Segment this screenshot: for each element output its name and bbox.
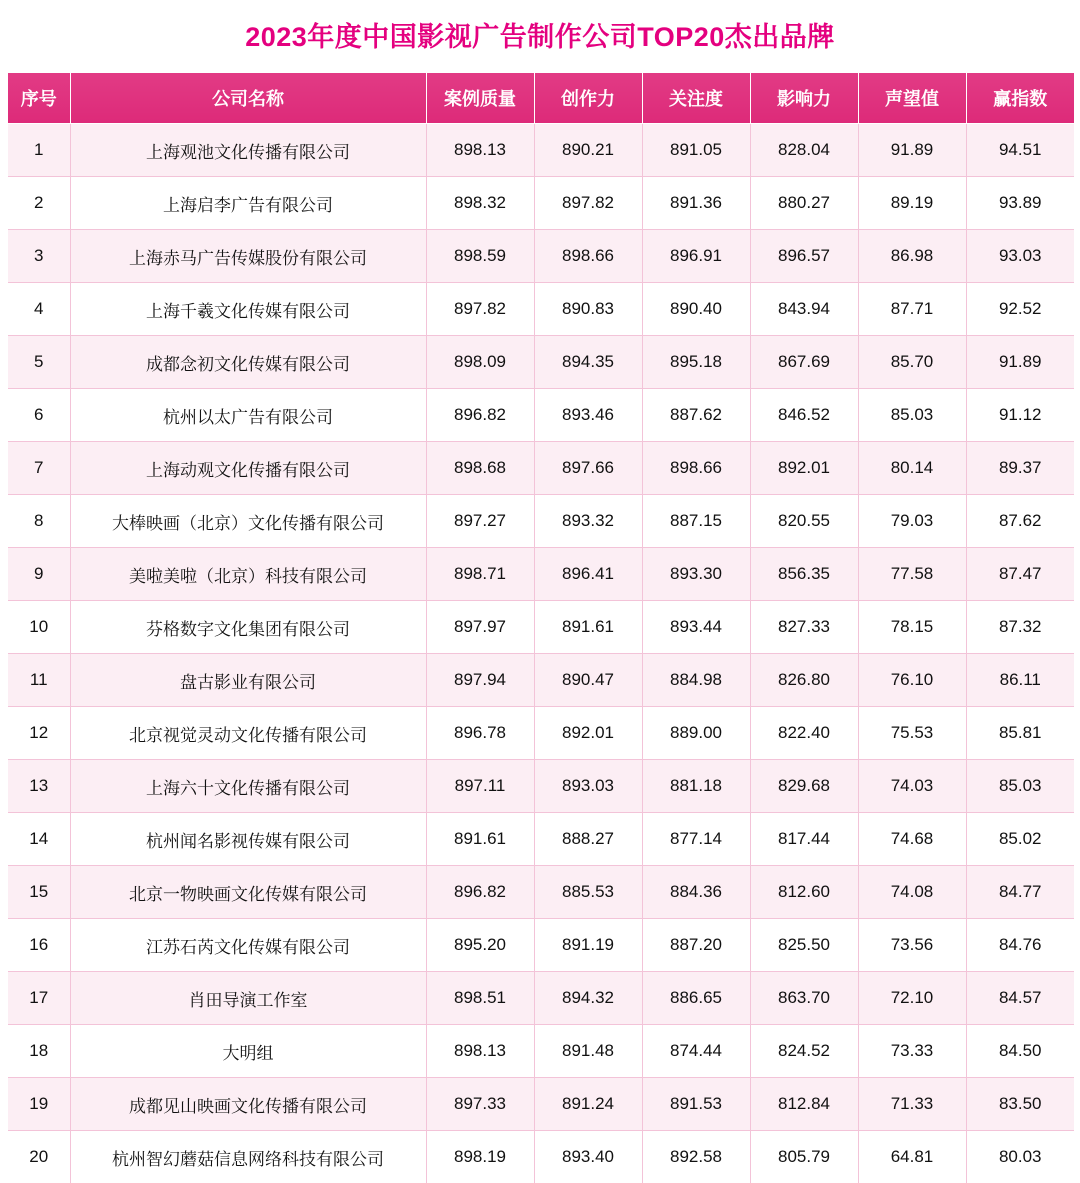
cell-creativity: 885.53 (534, 866, 642, 919)
cell-creativity: 891.48 (534, 1025, 642, 1078)
cell-creativity: 894.35 (534, 336, 642, 389)
cell-attention: 886.65 (642, 972, 750, 1025)
cell-influence: 812.84 (750, 1078, 858, 1131)
cell-creativity: 890.21 (534, 124, 642, 177)
cell-influence: 822.40 (750, 707, 858, 760)
table-row (8, 1078, 1074, 1131)
cell-reputation: 76.10 (858, 654, 966, 707)
cell-reputation: 72.10 (858, 972, 966, 1025)
cell-index: 2 (8, 177, 70, 230)
cell-company: 杭州闻名影视传媒有限公司 (70, 813, 426, 866)
ranking-table (8, 73, 1074, 1183)
cell-company: 杭州智幻蘑菇信息网络科技有限公司 (70, 1131, 426, 1183)
cell-influence: 824.52 (750, 1025, 858, 1078)
cell-creativity: 891.19 (534, 919, 642, 972)
cell-attention: 890.40 (642, 283, 750, 336)
cell-win-index: 93.03 (966, 230, 1074, 283)
cell-company: 上海启李广告有限公司 (70, 177, 426, 230)
table-row (8, 442, 1074, 495)
cell-index: 7 (8, 442, 70, 495)
cell-win-index: 86.11 (966, 654, 1074, 707)
cell-index: 10 (8, 601, 70, 654)
cell-reputation: 87.71 (858, 283, 966, 336)
cell-company: 芬格数字文化集团有限公司 (70, 601, 426, 654)
table-row (8, 495, 1074, 548)
cell-case-quality: 898.51 (426, 972, 534, 1025)
cell-win-index: 87.47 (966, 548, 1074, 601)
cell-creativity: 891.61 (534, 601, 642, 654)
cell-reputation: 86.98 (858, 230, 966, 283)
cell-index: 15 (8, 866, 70, 919)
table-row (8, 919, 1074, 972)
cell-reputation: 71.33 (858, 1078, 966, 1131)
cell-company: 北京一物映画文化传媒有限公司 (70, 866, 426, 919)
cell-index: 5 (8, 336, 70, 389)
cell-company: 美啦美啦（北京）科技有限公司 (70, 548, 426, 601)
cell-company: 北京视觉灵动文化传播有限公司 (70, 707, 426, 760)
cell-attention: 874.44 (642, 1025, 750, 1078)
cell-reputation: 89.19 (858, 177, 966, 230)
cell-attention: 892.58 (642, 1131, 750, 1183)
cell-company: 江苏石芮文化传媒有限公司 (70, 919, 426, 972)
cell-attention: 887.20 (642, 919, 750, 972)
cell-attention: 891.05 (642, 124, 750, 177)
cell-company: 杭州以太广告有限公司 (70, 389, 426, 442)
cell-case-quality: 897.27 (426, 495, 534, 548)
cell-influence: 856.35 (750, 548, 858, 601)
cell-company: 上海六十文化传播有限公司 (70, 760, 426, 813)
cell-attention: 877.14 (642, 813, 750, 866)
cell-reputation: 85.03 (858, 389, 966, 442)
column-header-case-quality: 案例质量 (426, 73, 534, 124)
cell-win-index: 87.32 (966, 601, 1074, 654)
cell-influence: 863.70 (750, 972, 858, 1025)
cell-reputation: 80.14 (858, 442, 966, 495)
cell-win-index: 84.57 (966, 972, 1074, 1025)
cell-case-quality: 895.20 (426, 919, 534, 972)
cell-index: 13 (8, 760, 70, 813)
cell-index: 12 (8, 707, 70, 760)
cell-case-quality: 898.13 (426, 1025, 534, 1078)
cell-reputation: 73.56 (858, 919, 966, 972)
cell-creativity: 893.32 (534, 495, 642, 548)
table-row (8, 707, 1074, 760)
cell-company: 上海动观文化传播有限公司 (70, 442, 426, 495)
table-row (8, 336, 1074, 389)
column-header-win-index: 赢指数 (966, 73, 1074, 124)
cell-influence: 867.69 (750, 336, 858, 389)
cell-index: 4 (8, 283, 70, 336)
cell-win-index: 83.50 (966, 1078, 1074, 1131)
cell-company: 上海观池文化传播有限公司 (70, 124, 426, 177)
cell-index: 20 (8, 1131, 70, 1183)
cell-index: 17 (8, 972, 70, 1025)
cell-company: 大明组 (70, 1025, 426, 1078)
cell-attention: 889.00 (642, 707, 750, 760)
table-row (8, 760, 1074, 813)
table-row (8, 601, 1074, 654)
cell-influence: 846.52 (750, 389, 858, 442)
cell-attention: 887.15 (642, 495, 750, 548)
cell-influence: 896.57 (750, 230, 858, 283)
cell-case-quality: 897.11 (426, 760, 534, 813)
cell-company: 大棒映画（北京）文化传播有限公司 (70, 495, 426, 548)
cell-creativity: 890.47 (534, 654, 642, 707)
cell-creativity: 892.01 (534, 707, 642, 760)
cell-creativity: 893.46 (534, 389, 642, 442)
cell-company: 成都念初文化传媒有限公司 (70, 336, 426, 389)
cell-win-index: 91.89 (966, 336, 1074, 389)
cell-index: 8 (8, 495, 70, 548)
cell-case-quality: 891.61 (426, 813, 534, 866)
cell-reputation: 74.03 (858, 760, 966, 813)
cell-company: 盘古影业有限公司 (70, 654, 426, 707)
cell-case-quality: 898.19 (426, 1131, 534, 1183)
cell-company: 肖田导演工作室 (70, 972, 426, 1025)
cell-creativity: 898.66 (534, 230, 642, 283)
cell-index: 3 (8, 230, 70, 283)
cell-case-quality: 897.33 (426, 1078, 534, 1131)
cell-case-quality: 898.32 (426, 177, 534, 230)
cell-creativity: 890.83 (534, 283, 642, 336)
cell-win-index: 85.81 (966, 707, 1074, 760)
cell-attention: 896.91 (642, 230, 750, 283)
table-header (8, 73, 1074, 124)
table-row (8, 389, 1074, 442)
cell-case-quality: 898.71 (426, 548, 534, 601)
cell-creativity: 893.03 (534, 760, 642, 813)
cell-influence: 817.44 (750, 813, 858, 866)
cell-index: 16 (8, 919, 70, 972)
column-header-index: 序号 (8, 73, 70, 124)
cell-attention: 893.44 (642, 601, 750, 654)
cell-win-index: 91.12 (966, 389, 1074, 442)
cell-index: 11 (8, 654, 70, 707)
cell-win-index: 84.77 (966, 866, 1074, 919)
column-header-influence: 影响力 (750, 73, 858, 124)
cell-win-index: 89.37 (966, 442, 1074, 495)
cell-win-index: 87.62 (966, 495, 1074, 548)
cell-influence: 880.27 (750, 177, 858, 230)
cell-creativity: 897.82 (534, 177, 642, 230)
cell-influence: 843.94 (750, 283, 858, 336)
cell-influence: 820.55 (750, 495, 858, 548)
cell-influence: 827.33 (750, 601, 858, 654)
cell-attention: 895.18 (642, 336, 750, 389)
cell-reputation: 79.03 (858, 495, 966, 548)
cell-influence: 805.79 (750, 1131, 858, 1183)
cell-case-quality: 897.97 (426, 601, 534, 654)
cell-attention: 884.36 (642, 866, 750, 919)
cell-creativity: 893.40 (534, 1131, 642, 1183)
table-header-row (8, 73, 1074, 124)
cell-creativity: 888.27 (534, 813, 642, 866)
cell-win-index: 85.02 (966, 813, 1074, 866)
cell-case-quality: 898.13 (426, 124, 534, 177)
cell-reputation: 74.08 (858, 866, 966, 919)
page-title: 2023年度中国影视广告制作公司TOP20杰出品牌 (245, 22, 835, 52)
cell-case-quality: 898.09 (426, 336, 534, 389)
column-header-reputation: 声望值 (858, 73, 966, 124)
table-row (8, 230, 1074, 283)
cell-attention: 884.98 (642, 654, 750, 707)
cell-win-index: 93.89 (966, 177, 1074, 230)
cell-case-quality: 896.82 (426, 389, 534, 442)
cell-win-index: 84.50 (966, 1025, 1074, 1078)
table-row (8, 1025, 1074, 1078)
table-row (8, 813, 1074, 866)
cell-index: 18 (8, 1025, 70, 1078)
cell-attention: 881.18 (642, 760, 750, 813)
cell-index: 1 (8, 124, 70, 177)
table-row (8, 972, 1074, 1025)
cell-influence: 892.01 (750, 442, 858, 495)
cell-win-index: 92.52 (966, 283, 1074, 336)
cell-company: 成都见山映画文化传播有限公司 (70, 1078, 426, 1131)
cell-reputation: 77.58 (858, 548, 966, 601)
table-row (8, 177, 1074, 230)
cell-attention: 898.66 (642, 442, 750, 495)
cell-influence: 828.04 (750, 124, 858, 177)
cell-case-quality: 897.82 (426, 283, 534, 336)
cell-attention: 887.62 (642, 389, 750, 442)
column-header-company: 公司名称 (70, 73, 426, 124)
cell-influence: 825.50 (750, 919, 858, 972)
cell-attention: 891.53 (642, 1078, 750, 1131)
table-row (8, 283, 1074, 336)
cell-reputation: 78.15 (858, 601, 966, 654)
cell-index: 14 (8, 813, 70, 866)
table-row (8, 548, 1074, 601)
cell-company: 上海千羲文化传媒有限公司 (70, 283, 426, 336)
cell-index: 19 (8, 1078, 70, 1131)
cell-case-quality: 898.68 (426, 442, 534, 495)
cell-creativity: 896.41 (534, 548, 642, 601)
cell-attention: 891.36 (642, 177, 750, 230)
cell-influence: 826.80 (750, 654, 858, 707)
cell-reputation: 75.53 (858, 707, 966, 760)
cell-case-quality: 897.94 (426, 654, 534, 707)
cell-case-quality: 896.82 (426, 866, 534, 919)
cell-reputation: 85.70 (858, 336, 966, 389)
cell-creativity: 894.32 (534, 972, 642, 1025)
cell-reputation: 64.81 (858, 1131, 966, 1183)
cell-reputation: 91.89 (858, 124, 966, 177)
table-row (8, 866, 1074, 919)
column-header-creativity: 创作力 (534, 73, 642, 124)
table-row (8, 654, 1074, 707)
cell-win-index: 85.03 (966, 760, 1074, 813)
cell-win-index: 94.51 (966, 124, 1074, 177)
column-header-attention: 关注度 (642, 73, 750, 124)
table-row (8, 1131, 1074, 1183)
cell-win-index: 84.76 (966, 919, 1074, 972)
cell-reputation: 73.33 (858, 1025, 966, 1078)
cell-company: 上海赤马广告传媒股份有限公司 (70, 230, 426, 283)
table-body (8, 124, 1074, 1183)
cell-case-quality: 898.59 (426, 230, 534, 283)
cell-win-index: 80.03 (966, 1131, 1074, 1183)
table-row (8, 124, 1074, 177)
cell-creativity: 891.24 (534, 1078, 642, 1131)
cell-attention: 893.30 (642, 548, 750, 601)
cell-influence: 812.60 (750, 866, 858, 919)
cell-case-quality: 896.78 (426, 707, 534, 760)
cell-index: 6 (8, 389, 70, 442)
cell-creativity: 897.66 (534, 442, 642, 495)
cell-index: 9 (8, 548, 70, 601)
cell-influence: 829.68 (750, 760, 858, 813)
cell-reputation: 74.68 (858, 813, 966, 866)
